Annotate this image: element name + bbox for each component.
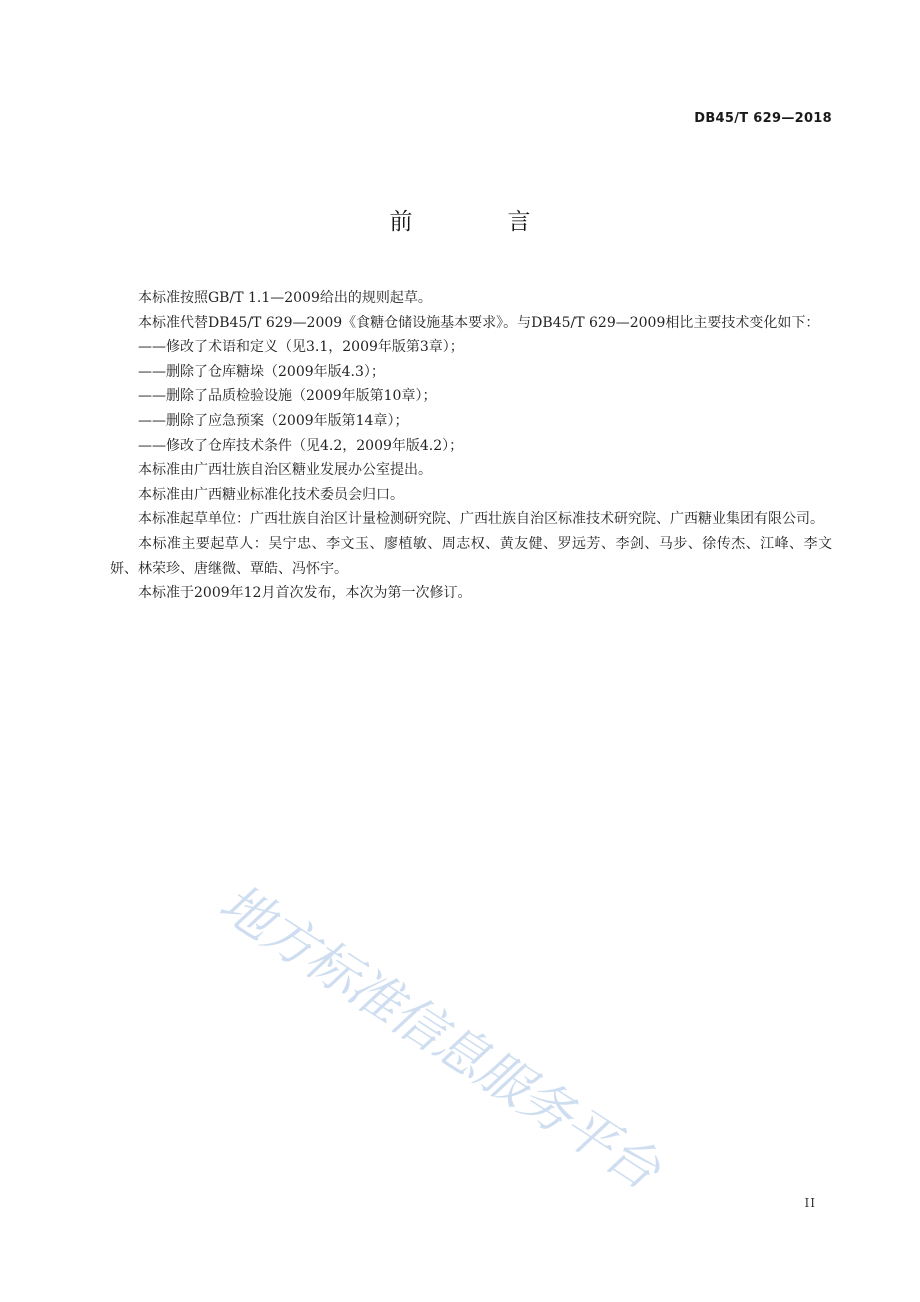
paragraph: 本标准按照GB/T 1.1—2009给出的规则起草。 xyxy=(138,290,432,306)
paragraph: 本标准由广西糖业标准化技术委员会归口。 xyxy=(138,486,404,503)
standard-number: DB45/T 629—2018 xyxy=(694,111,832,126)
paragraph: ——删除了仓库糖垛（2009年版4.3）； xyxy=(138,363,385,380)
paragraph: ——删除了品质检验设施（2009年版第10章）； xyxy=(138,388,437,405)
page-number: II xyxy=(804,1196,816,1210)
paragraph: 本标准于2009年12月首次发布，本次为第一次修订。 xyxy=(138,585,472,602)
paragraph: 本标准代替DB45/T 629—2009《食糖仓储设施基本要求》。与DB45/T 629—2009相比主要技术变化如下： xyxy=(138,314,820,331)
paragraph: 本标准起草单位：广西壮族自治区计量检测研究院、广西壮族自治区标准技术研究院、广西糖业集团有限公司。 xyxy=(138,511,824,528)
paragraph: ——修改了仓库技术条件（见4.2，2009年版4.2）； xyxy=(138,437,464,454)
paragraph: 本标准由广西壮族自治区糖业发展办公室提出。 xyxy=(138,462,432,479)
paragraph: ——删除了应急预案（2009年版第14章）； xyxy=(138,412,409,429)
page-title: 前 言 xyxy=(389,209,567,235)
foreword-body xyxy=(110,286,832,606)
paragraph: ——修改了术语和定义（见3.1，2009年版第3章）； xyxy=(138,339,464,356)
watermark: 地方标准信息服务平台 xyxy=(208,872,670,1202)
paragraph: 本标准主要起草人：吴宁忠、李文玉、廖植敏、周志权、黄友健、罗远芳、李剑、马步、徐传杰、江峰、李文妍、林荣珍、唐继微、覃皓、冯怀宇。 xyxy=(110,535,832,577)
